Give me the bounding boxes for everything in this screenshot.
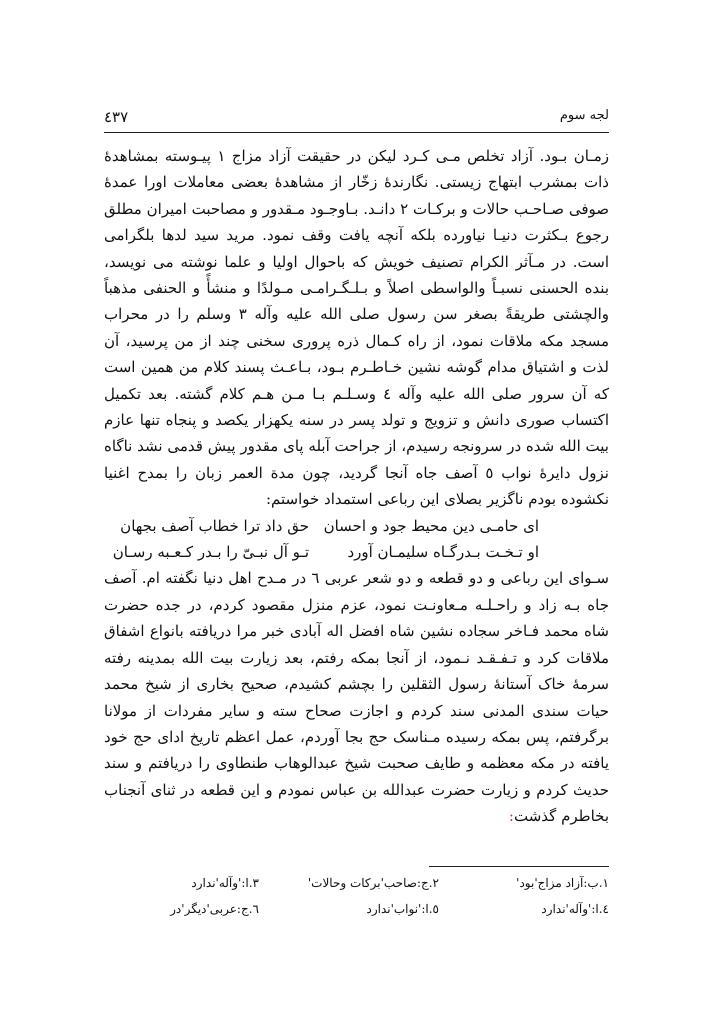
footnote-5: ٥.ا:'نواب'ندارد bbox=[366, 902, 439, 916]
footnote-3: ٣.ا:'وآله'ندارد bbox=[191, 876, 259, 890]
paragraph-2 bbox=[104, 565, 609, 829]
page-number: ٤٣٧ bbox=[104, 108, 129, 126]
footnote-divider bbox=[429, 866, 609, 867]
verse-line-1 bbox=[104, 513, 609, 539]
page-header bbox=[104, 106, 609, 133]
verse-2-first-hemistich: او تـخـت بـدرگـاه سلیمـان آورد bbox=[347, 543, 539, 562]
footnote-2: ٢.ج:صاحب'برکات وحالات' bbox=[307, 876, 439, 890]
main-text bbox=[104, 143, 609, 830]
verse-line-2 bbox=[104, 539, 609, 565]
footnote-1: ١.ب:آزاد مزاج'بود' bbox=[516, 876, 609, 890]
verse-1-second-hemistich: حق داد ترا خطاب آصف بجهان bbox=[120, 516, 309, 535]
paragraph-2-text: سـوای این رباعی و دو قطعه و دو شعر عربی ٦ در مـدح اهل دنیا نگفته ام. آصف جاه بـه زاد و راحـلـه مـعاونـت نمود، عزم منزل مقصود کردم، در جده حضرت شاه محمد فـاخر سجاده نشین شاه افضل اله آبادی خبر مرا دریافته بانواع اشفاق ملاقات کرد و تـفـقـد نـمود، از آنجا بمکه رفتم، بعد زیارت بیت الله بمدینه رفته سرمهٔ خاک آستانهٔ رسول الثقلین را بچشم کشیدم، صحیح بخاری از شیخ محمد حیات سندی المدنی سند کردم و اجازت صحاح سته و سایر مفردات از مولانا برگرفتم، پس بمکه رسیده مـناسک حج بجا آوردم، عمل اعظم تاریخ ادای حج خود یافته در مکه معظمه و طایف صحبت شیخ عبدالوهاب طنطاوی را دریافتم و سند حدیث کردم و زیارت حضرت عبدالله بن عباس نمودم و این قطعه در ثنای آنجناب بخاطرم گذشت bbox=[104, 569, 609, 826]
paragraph-1: زمـان بـود. آزاد تخلص مـی کـرد لیکن در حقیقت آزاد مزاج ١ پیـوسته بمشاهدهٔ ذات بمشرب ابتهاج زیستی. نگارندهٔ زخّار از مشاهدهٔ بعضی معاملات اورا عمدهٔ صوفی صـاحـب حالات و برکـات ٢ دانـد. بـاوجـود مـقدور و مصاحبت امیران مطلق رجوع بـکثرت دنیـا نیاورده بلکه آنچه یافت وقف نمود. مرید سید لدها بلگرامی است. در مـآثر الکرام تصنیف خویش که باحوال اولیا و علما نوشته می نویسد، بنده الحسنی نسبـاً والواسطی اصلاً و بـلـگـرامـی مـولدًا و منشأً و الحنفی مذهباً والچشتی طریقةً بصغر سن رسول صلی الله علیه وآله ٣ وسلم را در محراب مسجد مکه ملاقات نمود، از راه کـمال ذره پروری سخنی چند از من پرسید، آن لذت و اشتیاق مدام گوشه نشین خـاطـرم بـود، بـاعـث پسند کلام من همین است که آن سرور صلی الله علیه وآله ٤ وسـلـم بـا مـن هـم کلام گشته. بعد تکمیل اکتساب صوری دانش و تزویج و تولد پسر در سنه یکهزار یکصد و پنجاه تنها عازم بیت الله شده در سرونجه رسیدم، از جراحت آبله پای مقدور پیش قدمی نشد ناگاه نزول دایرهٔ نواب ٥ آصف جاه آنجا گردید، چون مدة العمر زبان را بمدح اغنیا نکشوده بودم ناگزیر بصلای این رباعی استمداد خواستم: bbox=[104, 147, 609, 509]
verse-2-second-hemistich: تـو آل نبـیّ را بـدر کـعـبه رسـان bbox=[112, 543, 309, 562]
footnote-6: ٦.ج:عربی'دیگر'در bbox=[170, 902, 259, 916]
footnotes-row-1 bbox=[104, 876, 609, 894]
paragraph-2-colon: : bbox=[508, 807, 514, 826]
footnote-4: ٤.ا:'وآله'ندارد bbox=[541, 902, 609, 916]
verse-1-first-hemistich: ای حامـی دین محیط جود و احسان bbox=[323, 516, 539, 535]
footnotes-row-2 bbox=[104, 902, 609, 920]
running-head: لجه سوم bbox=[559, 108, 609, 123]
